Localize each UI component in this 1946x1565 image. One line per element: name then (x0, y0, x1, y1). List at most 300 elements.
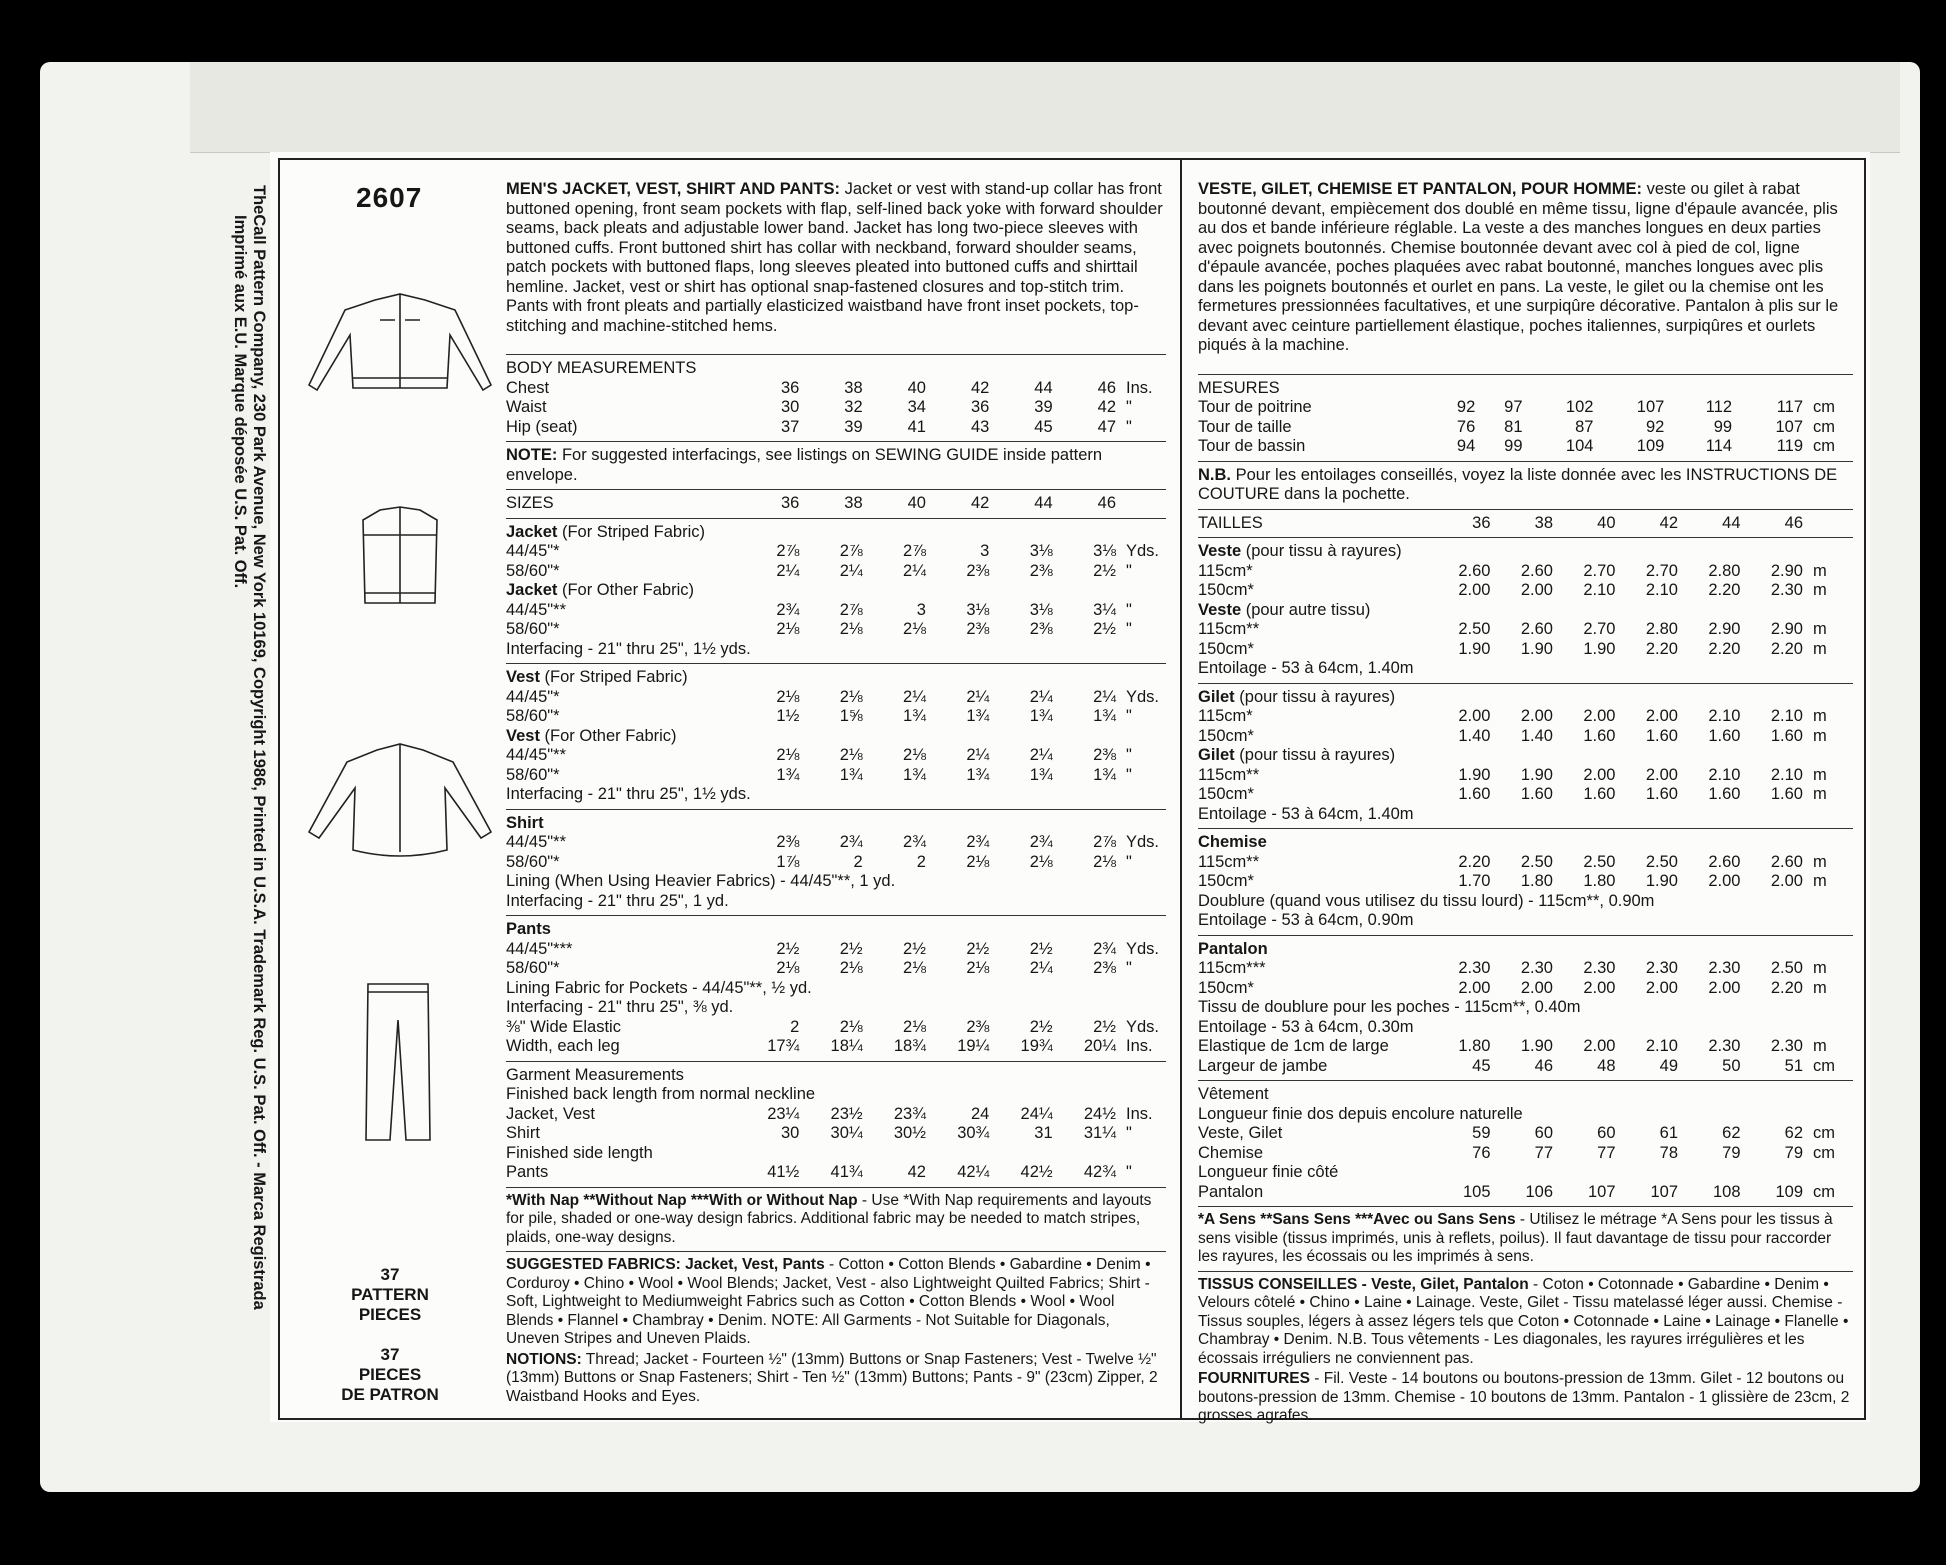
cell-value: 24½ (1083, 1104, 1116, 1123)
cell-unit: m (1813, 620, 1827, 638)
cell-value: 3 (980, 542, 990, 560)
cell-value: 51 (1784, 1056, 1803, 1075)
cell-value: 60 (1597, 1124, 1616, 1142)
cell-value: 1.60 (1583, 726, 1616, 745)
cell-value: 2⅛ (839, 746, 863, 764)
cell-value: 2¾ (776, 600, 800, 619)
jacket-sketch-icon (305, 290, 495, 410)
cell-value: 44 (1034, 378, 1053, 397)
row-label: Veste, Gilet (1198, 1124, 1283, 1142)
cell-value: 109 (1636, 437, 1665, 455)
cell-value: 2.00 (1458, 581, 1491, 599)
yardage-row (506, 1037, 1166, 1057)
row-text (1198, 1105, 1853, 1125)
row-label: Tour de bassin (1198, 437, 1306, 455)
row-text (506, 640, 1166, 660)
cell-unit: m (1813, 581, 1827, 599)
cell-value: 2.90 (1770, 561, 1803, 580)
cell-value: 1¾ (903, 765, 926, 784)
size-value: 36 (780, 494, 800, 512)
row-label: 58/60"* (506, 765, 560, 784)
garment-heading (1198, 688, 1853, 708)
row-label: 115cm* (1198, 707, 1253, 725)
yardage-row (506, 959, 1166, 979)
yardage-note (1198, 1018, 1853, 1038)
cell-value: 2.00 (1708, 872, 1741, 890)
yardage-row (506, 1124, 1166, 1144)
cell-value: 1⅞ (776, 852, 800, 871)
french-column (1198, 180, 1853, 1428)
garment-title: Gilet (1198, 746, 1235, 764)
row-label: 58/60"* (506, 959, 560, 977)
row-label: 150cm* (1198, 785, 1254, 803)
cell-unit: m (1813, 785, 1827, 803)
cell-value: 2⅜ (966, 620, 990, 638)
cell-value: 2.50 (1458, 620, 1491, 638)
row-text (1198, 1163, 1853, 1183)
cell-value: 2⅛ (966, 959, 990, 977)
measurement-row (506, 418, 1166, 438)
cell-value: 2.90 (1770, 620, 1803, 638)
garment-heading (1198, 601, 1853, 621)
cell-value: 2¼ (903, 687, 926, 706)
cell-value: 3⅛ (966, 600, 990, 619)
description: MEN'S JACKET, VEST, SHIRT AND PANTS: Jacket or vest with stand-up collar has front buttoned opening, front seam pockets with flap, self-lined back yoke with forward shoulder seams, back pleats and adjustable lower band. Jacket has long two-piece sleeves with buttoned cuffs. Front buttoned shirt has collar with neckband, forward shoulder seams, patch pockets with buttoned flaps, long sleeves pleated into buttoned cuffs and shirttail hemline. Jacket, vest or shirt has optional snap-fastened closures and top-stitch trim. Pants with front pleats and partially elasticized waistband have front inset pockets, top-stitching and machine-stitched hems. (506, 180, 1163, 335)
row-label: 150cm* (1198, 581, 1254, 599)
cell-value: 2⅛ (903, 959, 926, 977)
cell-value: 34 (907, 398, 926, 416)
cell-value: 59 (1472, 1124, 1491, 1142)
cell-value: 2.00 (1520, 581, 1553, 599)
row-text (506, 1066, 1166, 1086)
cell-value: 23½ (830, 1104, 863, 1123)
cell-value: 2⅜ (1093, 746, 1116, 764)
cell-value: 30¼ (830, 1124, 863, 1142)
row-text (506, 814, 1166, 834)
yardage-section (1198, 688, 1853, 825)
cell-value: 1¾ (966, 765, 990, 784)
cell-unit: cm (1813, 437, 1835, 455)
measurement-row (506, 379, 1166, 399)
yardage-note (506, 892, 1166, 912)
cell-unit: m (1813, 1037, 1827, 1055)
cell-unit: Yds. (1126, 687, 1160, 706)
yardage-note (506, 998, 1166, 1018)
row-label: Pants (506, 1163, 549, 1181)
size-unit-spacer (1116, 494, 1166, 514)
cell-value: 2.00 (1458, 978, 1491, 997)
cell-unit: Yds. (1126, 939, 1160, 958)
cell-value: 2.00 (1583, 765, 1616, 784)
yardage-note (1198, 892, 1853, 912)
cell-value: 1.60 (1583, 785, 1616, 803)
cell-value: 2¼ (776, 561, 800, 580)
cell-unit: m (1813, 726, 1827, 745)
yardage-row (1198, 766, 1853, 786)
measurement-row (1198, 437, 1853, 457)
cell-value: 2½ (776, 939, 800, 958)
cell-unit: m (1813, 852, 1827, 871)
cell-value: 2⅞ (839, 600, 863, 619)
row-label: 44/45"* (506, 542, 560, 560)
yardage-row (506, 620, 1166, 640)
cell-unit: " (1126, 398, 1132, 416)
pattern-number: 2607 (356, 182, 423, 213)
garment-subtitle: (pour tissu à rayures) (1241, 542, 1402, 560)
cell-value: 2.20 (1458, 852, 1491, 871)
cell-value: 2.70 (1583, 620, 1616, 638)
cell-unit: m (1813, 872, 1827, 890)
cell-value: 2¼ (1029, 959, 1053, 977)
size-value: 36 (1472, 513, 1491, 532)
cell-value: 94 (1456, 437, 1476, 455)
cell-value: 2.30 (1583, 959, 1616, 977)
garment-heading (1198, 940, 1853, 960)
cell-value: 2¼ (966, 746, 990, 764)
row-label: 58/60"* (506, 561, 560, 580)
cell-value: 39 (1034, 398, 1053, 416)
cell-value: 107 (1650, 1182, 1678, 1201)
row-text (506, 979, 1166, 999)
cell-value: 2⅛ (1093, 852, 1116, 871)
cell-value: 114 (1705, 437, 1733, 455)
cell-unit: " (1126, 765, 1132, 784)
cell-unit: " (1126, 1163, 1132, 1181)
cell-value: 41 (907, 417, 926, 436)
yardage-note (506, 979, 1166, 999)
row-label: 44/45"* (506, 687, 560, 706)
cell-value: 2⅛ (776, 959, 800, 977)
cell-value: 62 (1784, 1124, 1803, 1142)
cell-value: 76 (1472, 1143, 1491, 1162)
cell-value: 77 (1534, 1143, 1553, 1162)
cell-unit: " (1126, 707, 1132, 725)
row-text (506, 998, 1166, 1018)
yardage-note (506, 872, 1166, 892)
garment-title: Jacket (506, 581, 558, 599)
cell-value: 2.20 (1708, 581, 1741, 599)
note-text: Entoilage - 53 à 64cm, 1.40m (1198, 659, 1414, 677)
cell-value: 2.80 (1708, 561, 1741, 580)
cell-value: 30¾ (957, 1124, 990, 1142)
cell-unit: " (1126, 620, 1132, 638)
cell-value: 1⅝ (839, 707, 863, 725)
yardage-row (1198, 562, 1853, 582)
cell-unit: cm (1813, 1124, 1835, 1142)
yardage-section (506, 523, 1166, 660)
cell-value: 24 (970, 1104, 990, 1123)
size-value: 42 (970, 494, 990, 512)
cell-value: 2⅛ (776, 687, 800, 706)
cell-value: 1.60 (1708, 726, 1741, 745)
yardage-row (1198, 727, 1853, 747)
cell-value: 1¾ (966, 707, 990, 725)
cell-value: 42 (907, 1163, 926, 1181)
yardage-row (506, 940, 1166, 960)
row-label: 150cm* (1198, 639, 1254, 658)
row-label: Hip (seat) (506, 417, 578, 436)
garment-heading (506, 523, 1166, 543)
row-text (506, 1085, 1166, 1105)
vest-sketch-icon (355, 505, 445, 610)
cell-value: 30 (780, 398, 800, 416)
yardage-section (506, 920, 1166, 1057)
row-label: ⅜" Wide Elastic (506, 1017, 621, 1036)
cell-value: 1¾ (776, 765, 800, 784)
row-text (1198, 998, 1853, 1018)
yardage-row (506, 707, 1166, 727)
size-value: 42 (1659, 513, 1678, 532)
row-text (1198, 1018, 1853, 1038)
note-text: Finished side length (506, 1143, 653, 1162)
suggested-fabrics: SUGGESTED FABRICS: Jacket, Vest, Pants - Cotton • Cotton Blends • Gabardine • Denim • Corduroy • Chino • Wool • Wool Blends; Jacket, Vest - also Lightweight Quilted Fabrics; Shirt - Soft, Lightweight to Mediumweight Fabrics such as Cotton • Cotton Blends • Wool • Wool Blends • Flannel • Chambray • Denim. NOTE: All Garments - Not Suitable for Diagonals, Uneven Stripes and Uneven Plaids. (506, 1256, 1151, 1347)
cell-value: 92 (1645, 417, 1665, 436)
cell-value: 1.70 (1458, 872, 1491, 890)
cell-value: 104 (1565, 437, 1594, 455)
row-text (506, 668, 1166, 688)
yardage-note (506, 640, 1166, 660)
cell-value: 2¾ (1093, 939, 1116, 958)
body-measurements-table-fr (1198, 398, 1853, 457)
notions: NOTIONS: Thread; Jacket - Fourteen ½" (13mm) Buttons or Snap Fasteners; Vest - Twelve ½" (13mm) Buttons or Snap Fasteners; Shirt - Ten ½" (13mm) Buttons; Pants - 9" (23cm) Zipper, 2 Waistband Hooks and Eyes. (506, 1350, 1158, 1405)
cell-value: 2.00 (1520, 707, 1553, 725)
garment-title: Vest (506, 668, 540, 686)
cell-value: 2.80 (1645, 620, 1678, 638)
cell-value: 50 (1722, 1056, 1741, 1075)
cell-value: 2.50 (1583, 852, 1616, 871)
cell-value: 39 (844, 417, 863, 436)
cell-value: 40 (907, 378, 926, 397)
yardage-note (506, 1144, 1166, 1164)
cell-unit: cm (1813, 1182, 1835, 1201)
cell-value: 2⅞ (776, 542, 800, 560)
garment-subtitle: (pour autre tissu) (1241, 600, 1371, 619)
yardage-row (506, 542, 1166, 562)
cell-value: 2⅛ (903, 620, 926, 638)
cell-value: 42 (970, 378, 990, 397)
row-label: 44/45"*** (506, 939, 573, 958)
yardage-section (1198, 1085, 1853, 1202)
row-text (506, 920, 1166, 940)
yardage-note (1198, 998, 1853, 1018)
cell-value: 2¼ (903, 561, 926, 580)
cell-value: 2.00 (1645, 707, 1678, 725)
cell-value: 2.00 (1708, 978, 1741, 997)
cell-unit: m (1813, 959, 1827, 977)
body-measurements-table (506, 379, 1166, 438)
cell-unit: Yds. (1126, 833, 1160, 851)
yardage-row (1198, 853, 1853, 873)
cell-value: 2.50 (1520, 852, 1553, 871)
cell-value: 1.90 (1520, 765, 1553, 784)
note-text: Lining Fabric for Pockets - 44/45"**, ½ yd. (506, 978, 812, 997)
cell-value: 112 (1705, 398, 1733, 416)
cell-value: 2.00 (1520, 978, 1553, 997)
row-label: 58/60"* (506, 852, 560, 871)
pattern-pieces-en: 37 PATTERN PIECES (351, 1265, 429, 1324)
garment-heading (1198, 542, 1853, 562)
garment-title: Veste (1198, 600, 1242, 619)
cell-value: 46 (1534, 1056, 1553, 1075)
cell-value: 3⅛ (1029, 542, 1053, 560)
cell-value: 2⅛ (839, 620, 863, 638)
cell-unit: Yds. (1126, 542, 1160, 560)
cell-value: 61 (1659, 1124, 1678, 1142)
cell-value: 2.20 (1708, 639, 1741, 658)
garment-title: Chemise (1198, 833, 1267, 851)
cell-value: 41¾ (830, 1163, 863, 1181)
cell-unit: " (1126, 852, 1132, 871)
cell-value: 1¾ (1029, 707, 1053, 725)
row-label: 150cm* (1198, 872, 1254, 890)
row-label: 115cm** (1198, 852, 1260, 871)
cell-value: 18¾ (893, 1037, 926, 1055)
cell-value: 2 (790, 1017, 800, 1036)
row-label: 44/45"** (506, 833, 566, 851)
cell-value: 23¾ (893, 1104, 926, 1123)
cell-value: 2½ (1093, 1017, 1116, 1036)
garment-subtitle: (pour tissu à rayures) (1234, 687, 1396, 706)
cell-value: 2.00 (1458, 707, 1491, 725)
note-text: Lining (When Using Heavier Fabrics) - 44/45"**, 1 yd. (506, 872, 896, 890)
garment-heading (506, 814, 1166, 834)
cell-value: 45 (1034, 417, 1053, 436)
cell-value: 1¾ (1093, 707, 1116, 725)
cell-value: 2⅞ (903, 542, 926, 560)
yardage-section (1198, 542, 1853, 679)
yardage-row (506, 1163, 1166, 1183)
garment-subtitle: (For Other Fabric) (557, 581, 694, 599)
cell-value: 2½ (1029, 1017, 1053, 1036)
yardage-note (1198, 1163, 1853, 1183)
yardage-note (506, 1085, 1166, 1105)
cell-value: 2.10 (1583, 581, 1616, 599)
cell-unit: m (1813, 639, 1827, 658)
cell-value: 107 (1636, 398, 1665, 416)
cell-value: 2.20 (1770, 639, 1803, 658)
cell-value: 2⅛ (839, 959, 863, 977)
size-value: 44 (1722, 513, 1741, 532)
note-text: Entoilage - 53 à 64cm, 0.90m (1198, 911, 1414, 929)
row-label: Elastique de 1cm de large (1198, 1037, 1389, 1055)
cell-value: 2⅜ (776, 833, 800, 851)
row-label: Waist (506, 398, 547, 416)
note-text: Longueur finie côté (1198, 1163, 1339, 1181)
cell-value: 2.50 (1770, 959, 1803, 977)
cell-value: 2⅛ (903, 746, 926, 764)
yardage-row (506, 833, 1166, 853)
cell-value: 2.60 (1708, 852, 1741, 871)
cell-unit: Ins. (1126, 378, 1153, 397)
company-credit: TheCall Pattern Company, 230 Park Avenue, New York 10169, Copyright 1986, Printed in U.S.A. Trademark Reg. U.S. Pat. Off. - Marca Registrada Imprimé aux E.U. Marque déposée U.S. Pat. Off. (231, 185, 268, 1310)
cell-value: 79 (1784, 1143, 1803, 1162)
yardage-note (506, 1066, 1166, 1086)
cell-value: 1.90 (1520, 639, 1553, 658)
row-label: Largeur de jambe (1198, 1056, 1328, 1075)
yardage-row (1198, 1183, 1853, 1203)
cell-value: 2.00 (1645, 765, 1678, 784)
row-label: 150cm* (1198, 726, 1254, 745)
cell-value: 3⅛ (1093, 542, 1116, 560)
yardage-note (1198, 911, 1853, 931)
row-label: 44/45"** (506, 600, 566, 619)
cell-value: 2.00 (1583, 707, 1616, 725)
cell-value: 2.90 (1708, 620, 1741, 638)
row-label: 115cm** (1198, 620, 1260, 638)
cell-unit: " (1126, 959, 1132, 977)
cell-value: 107 (1587, 1182, 1616, 1201)
cell-value: 2.10 (1770, 765, 1803, 784)
cell-value: 107 (1775, 417, 1803, 436)
size-value: 38 (1534, 513, 1553, 532)
row-label: 58/60"* (506, 620, 560, 638)
measurement-row (506, 398, 1166, 418)
cell-value: 2.20 (1770, 978, 1803, 997)
cell-value: 2.10 (1708, 765, 1741, 784)
cell-value: 17¾ (767, 1037, 800, 1055)
row-text (1198, 1085, 1853, 1105)
cell-value: 2¼ (966, 687, 990, 706)
pattern-pieces-fr: 37 PIECES DE PATRON (341, 1345, 439, 1404)
cell-value: 62 (1722, 1124, 1741, 1142)
note-text: Interfacing - 21" thru 25", 1 yd. (506, 891, 729, 910)
cell-value: 2¾ (839, 833, 863, 851)
note-text: Interfacing - 21" thru 25", 1½ yds. (506, 785, 751, 803)
yardage-note (1198, 659, 1853, 679)
garment-subtitle: (For Striped Fabric) (557, 522, 706, 541)
cell-value: 2⅛ (839, 687, 863, 706)
cell-value: 92 (1456, 398, 1476, 416)
row-label: Tour de taille (1198, 417, 1292, 436)
note-text: Garment Measurements (506, 1065, 684, 1084)
cell-value: 2 (916, 852, 926, 871)
yardage-section (1198, 833, 1853, 931)
cell-unit: " (1126, 1124, 1132, 1142)
cell-value: 1.60 (1645, 785, 1678, 803)
garment-title: Pants (506, 920, 551, 938)
cell-value: 2¾ (1029, 833, 1053, 851)
row-label: Width, each leg (506, 1037, 620, 1055)
measurement-row (1198, 398, 1853, 418)
garment-heading (506, 727, 1166, 747)
row-text (1198, 659, 1853, 679)
cell-value: 79 (1722, 1143, 1741, 1162)
size-value: 46 (1784, 513, 1803, 532)
cell-value: 2½ (1093, 561, 1116, 580)
cell-value: 1.60 (1520, 785, 1553, 803)
cell-value: 41½ (767, 1163, 800, 1181)
description-fr: VESTE, GILET, CHEMISE ET PANTALON, POUR HOMME: veste ou gilet à rabat boutonné devant, empiècement dos doublé en même tissu, ligne d'épaule avancée, plis au dos et bande inférieure réglable. La veste a des manches longues en deux parties avec poignets boutonnés. Chemise boutonnée devant avec col à pied de col, ligne d'épaule avancée, poches plaquées avec rabat boutonné, manches longues avec plis dans les poignets boutonnés et ourlet en pans. La veste, le gilet ou la chemise ont les fermetures pressionnées facultatives, et une surpiqûre décorative. Pantalon à plis sur le devant avec ceinture partiellement élastique, poches italiennes, surpiqûres et ourlets piqués à la machine. (1198, 180, 1839, 354)
garment-subtitle: (pour tissu à rayures) (1234, 746, 1396, 764)
cell-value: 117 (1776, 398, 1803, 416)
cell-value: 2⅛ (903, 1017, 926, 1036)
cell-value: 78 (1659, 1143, 1678, 1162)
cell-value: 1.60 (1645, 726, 1678, 745)
cell-value: 2.70 (1645, 561, 1678, 580)
cell-value: 2 (853, 852, 863, 871)
row-text (506, 1144, 1166, 1164)
cell-unit: cm (1813, 1143, 1835, 1162)
row-label: 150cm* (1198, 978, 1254, 997)
cell-value: 38 (844, 378, 863, 397)
row-text (1198, 601, 1853, 621)
garment-subtitle: (For Other Fabric) (539, 726, 677, 745)
cell-value: 2.30 (1458, 959, 1491, 977)
cell-value: 48 (1597, 1056, 1616, 1075)
cell-value: 60 (1534, 1124, 1553, 1142)
cell-value: 3⅛ (1029, 600, 1053, 619)
cell-value: 3¼ (1093, 600, 1116, 619)
